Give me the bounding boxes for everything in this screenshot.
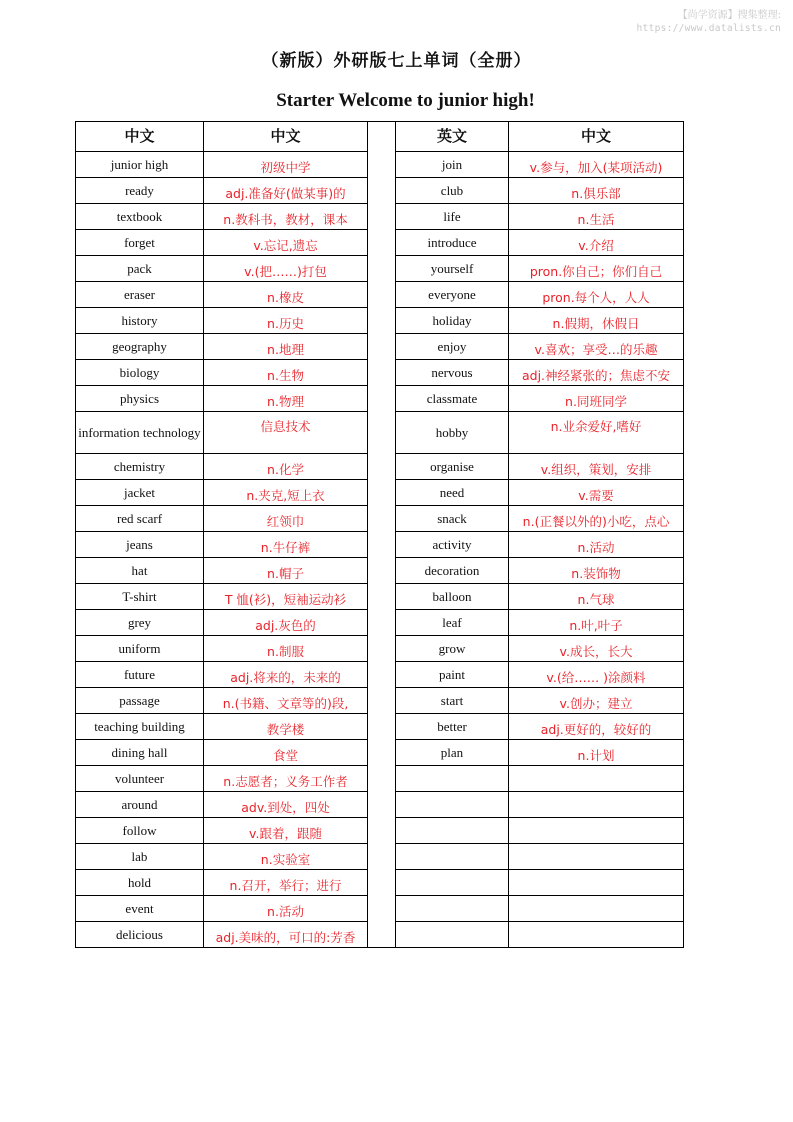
column-gap (368, 360, 396, 386)
english-word-right: introduce (396, 230, 509, 256)
header-right-chinese: 中文 (509, 122, 684, 152)
table-row (76, 308, 684, 334)
english-word-left: red scarf (76, 506, 204, 532)
table-row (76, 922, 684, 948)
english-word-right: grow (396, 636, 509, 662)
chinese-meaning-left: v.(把……)打包 (204, 256, 368, 282)
english-word-left: junior high (76, 152, 204, 178)
column-gap (368, 740, 396, 766)
english-word-left: T-shirt (76, 584, 204, 610)
table-row (76, 636, 684, 662)
column-gap (368, 334, 396, 360)
chinese-meaning-right: n.生活 (509, 204, 684, 230)
chinese-meaning-right (509, 922, 684, 948)
chinese-meaning-right: n.计划 (509, 740, 684, 766)
chinese-meaning-left: adj.灰色的 (204, 610, 368, 636)
english-word-right: nervous (396, 360, 509, 386)
chinese-meaning-left: adj.美味的，可口的:芳香 (204, 922, 368, 948)
english-word-right (396, 792, 509, 818)
table-row (76, 256, 684, 282)
chinese-meaning-left: n.物理 (204, 386, 368, 412)
header-right-english: 英文 (396, 122, 509, 152)
english-word-right: activity (396, 532, 509, 558)
header-left-chinese: 中文 (204, 122, 368, 152)
english-word-right: yourself (396, 256, 509, 282)
chinese-meaning-left: n.生物 (204, 360, 368, 386)
table-row (76, 282, 684, 308)
column-gap (368, 308, 396, 334)
english-word-left: teaching building (76, 714, 204, 740)
chinese-meaning-right: n.俱乐部 (509, 178, 684, 204)
document-title: （新版）外研版七上单词（全册） (261, 51, 532, 71)
chinese-meaning-right: v.组织，策划，安排 (509, 454, 684, 480)
chinese-meaning-right: n.业余爱好,嗜好 (509, 412, 684, 454)
english-word-left: passage (76, 688, 204, 714)
english-word-right (396, 844, 509, 870)
vocabulary-table (75, 121, 684, 948)
english-word-right: decoration (396, 558, 509, 584)
chinese-meaning-right (509, 766, 684, 792)
chinese-meaning-right: adj.更好的，较好的 (509, 714, 684, 740)
table-row (76, 230, 684, 256)
chinese-meaning-left: adj.将来的，未来的 (204, 662, 368, 688)
column-gap (368, 122, 396, 152)
chinese-meaning-right: n.叶,叶子 (509, 610, 684, 636)
english-word-left: dining hall (76, 740, 204, 766)
chinese-meaning-right (509, 896, 684, 922)
table-row (76, 334, 684, 360)
column-gap (368, 584, 396, 610)
watermark-url: https://www.datalists.cn (636, 23, 781, 34)
english-word-right: club (396, 178, 509, 204)
english-word-right: classmate (396, 386, 509, 412)
table-row (76, 662, 684, 688)
english-word-left: grey (76, 610, 204, 636)
english-word-right: holiday (396, 308, 509, 334)
chinese-meaning-left: n.地理 (204, 334, 368, 360)
chinese-meaning-right: n.活动 (509, 532, 684, 558)
chinese-meaning-left: n.志愿者；义务工作者 (204, 766, 368, 792)
chinese-meaning-right (509, 818, 684, 844)
column-gap (368, 896, 396, 922)
chinese-meaning-right: v.喜欢；享受…的乐趣 (509, 334, 684, 360)
chinese-meaning-left: 红领巾 (204, 506, 368, 532)
chinese-meaning-right: v.(给…… )涂颜料 (509, 662, 684, 688)
english-word-right (396, 870, 509, 896)
english-word-left: history (76, 308, 204, 334)
chinese-meaning-left: n.帽子 (204, 558, 368, 584)
table-row (76, 584, 684, 610)
column-gap (368, 506, 396, 532)
column-gap (368, 178, 396, 204)
english-word-right (396, 818, 509, 844)
table-row (76, 152, 684, 178)
table-row (76, 740, 684, 766)
table-row (76, 792, 684, 818)
english-word-left: around (76, 792, 204, 818)
chinese-meaning-left: n.活动 (204, 896, 368, 922)
column-gap (368, 662, 396, 688)
chinese-meaning-left: 初级中学 (204, 152, 368, 178)
column-gap (368, 412, 396, 454)
chinese-meaning-left: n.实验室 (204, 844, 368, 870)
chinese-meaning-right: v.需要 (509, 480, 684, 506)
english-word-right: start (396, 688, 509, 714)
english-word-right: plan (396, 740, 509, 766)
column-gap (368, 792, 396, 818)
english-word-right: need (396, 480, 509, 506)
column-gap (368, 558, 396, 584)
english-word-left: geography (76, 334, 204, 360)
english-word-left: future (76, 662, 204, 688)
column-gap (368, 636, 396, 662)
chinese-meaning-left: v.忘记,遗忘 (204, 230, 368, 256)
chinese-meaning-right: n.气球 (509, 584, 684, 610)
table-row (76, 558, 684, 584)
english-word-left: lab (76, 844, 204, 870)
table-row (76, 360, 684, 386)
english-word-right: balloon (396, 584, 509, 610)
table-row (76, 610, 684, 636)
chinese-meaning-left: adj.准备好(做某事)的 (204, 178, 368, 204)
chinese-meaning-left: n.牛仔裤 (204, 532, 368, 558)
english-word-left: textbook (76, 204, 204, 230)
watermark-source: 【尚学资源】搜集整理: (677, 10, 781, 21)
chinese-meaning-left: n.制服 (204, 636, 368, 662)
chinese-meaning-right (509, 844, 684, 870)
english-word-left: hat (76, 558, 204, 584)
column-gap (368, 610, 396, 636)
chinese-meaning-right: pron.你自己；你们自己 (509, 256, 684, 282)
column-gap (368, 818, 396, 844)
english-word-left: biology (76, 360, 204, 386)
column-gap (368, 922, 396, 948)
table-row (76, 818, 684, 844)
table-row (76, 844, 684, 870)
column-gap (368, 454, 396, 480)
english-word-left: information technology (76, 412, 204, 454)
column-gap (368, 256, 396, 282)
table-row (76, 412, 684, 454)
chinese-meaning-left: n.化学 (204, 454, 368, 480)
header-left-english: 中文 (76, 122, 204, 152)
column-gap (368, 282, 396, 308)
table-row (76, 506, 684, 532)
chinese-meaning-left: n.(书籍、文章等的)段, (204, 688, 368, 714)
english-word-right (396, 766, 509, 792)
chinese-meaning-left: n.召开，举行；进行 (204, 870, 368, 896)
chinese-meaning-left: 食堂 (204, 740, 368, 766)
english-word-left: eraser (76, 282, 204, 308)
english-word-right: leaf (396, 610, 509, 636)
english-word-left: delicious (76, 922, 204, 948)
english-word-left: pack (76, 256, 204, 282)
english-word-left: chemistry (76, 454, 204, 480)
column-gap (368, 152, 396, 178)
chinese-meaning-right: n.装饰物 (509, 558, 684, 584)
english-word-right: hobby (396, 412, 509, 454)
column-gap (368, 386, 396, 412)
english-word-right (396, 922, 509, 948)
chinese-meaning-right: pron.每个人，人人 (509, 282, 684, 308)
english-word-left: follow (76, 818, 204, 844)
section-title: Starter Welcome to junior high! (276, 90, 535, 111)
chinese-meaning-left: adv.到处，四处 (204, 792, 368, 818)
chinese-meaning-right: n.(正餐以外的)小吃，点心 (509, 506, 684, 532)
english-word-left: jacket (76, 480, 204, 506)
column-gap (368, 688, 396, 714)
english-word-left: ready (76, 178, 204, 204)
english-word-left: volunteer (76, 766, 204, 792)
column-gap (368, 714, 396, 740)
chinese-meaning-right: v.创办；建立 (509, 688, 684, 714)
column-gap (368, 532, 396, 558)
column-gap (368, 870, 396, 896)
table-row (76, 766, 684, 792)
english-word-left: jeans (76, 532, 204, 558)
english-word-right: paint (396, 662, 509, 688)
chinese-meaning-left: v.跟着，跟随 (204, 818, 368, 844)
english-word-right: life (396, 204, 509, 230)
chinese-meaning-right (509, 792, 684, 818)
chinese-meaning-left: n.橡皮 (204, 282, 368, 308)
table-row (76, 454, 684, 480)
table-row (76, 386, 684, 412)
table-row (76, 532, 684, 558)
chinese-meaning-right (509, 870, 684, 896)
table-row (76, 480, 684, 506)
watermark (637, 9, 781, 35)
english-word-right: enjoy (396, 334, 509, 360)
chinese-meaning-left: 教学楼 (204, 714, 368, 740)
table-row (76, 688, 684, 714)
chinese-meaning-left: n.夹克,短上衣 (204, 480, 368, 506)
english-word-left: hold (76, 870, 204, 896)
column-gap (368, 204, 396, 230)
chinese-meaning-right: adj.神经紧张的；焦虑不安 (509, 360, 684, 386)
chinese-meaning-left: T 恤(衫)，短袖运动衫 (204, 584, 368, 610)
chinese-meaning-left: n.历史 (204, 308, 368, 334)
chinese-meaning-right: n.假期，休假日 (509, 308, 684, 334)
table-row (76, 870, 684, 896)
chinese-meaning-right: v.参与，加入(某项活动) (509, 152, 684, 178)
chinese-meaning-left: n.教科书，教材，课本 (204, 204, 368, 230)
column-gap (368, 766, 396, 792)
table-header-row (76, 122, 684, 152)
english-word-right: organise (396, 454, 509, 480)
english-word-right: better (396, 714, 509, 740)
column-gap (368, 844, 396, 870)
english-word-right: snack (396, 506, 509, 532)
english-word-left: physics (76, 386, 204, 412)
column-gap (368, 230, 396, 256)
table-row (76, 178, 684, 204)
english-word-left: event (76, 896, 204, 922)
chinese-meaning-right: v.介绍 (509, 230, 684, 256)
table-row (76, 896, 684, 922)
english-word-left: uniform (76, 636, 204, 662)
column-gap (368, 480, 396, 506)
english-word-right: join (396, 152, 509, 178)
english-word-right (396, 896, 509, 922)
chinese-meaning-right: n.同班同学 (509, 386, 684, 412)
chinese-meaning-left: 信息技术 (204, 412, 368, 454)
english-word-left: forget (76, 230, 204, 256)
chinese-meaning-right: v.成长，长大 (509, 636, 684, 662)
table-row (76, 204, 684, 230)
english-word-right: everyone (396, 282, 509, 308)
table-row (76, 714, 684, 740)
